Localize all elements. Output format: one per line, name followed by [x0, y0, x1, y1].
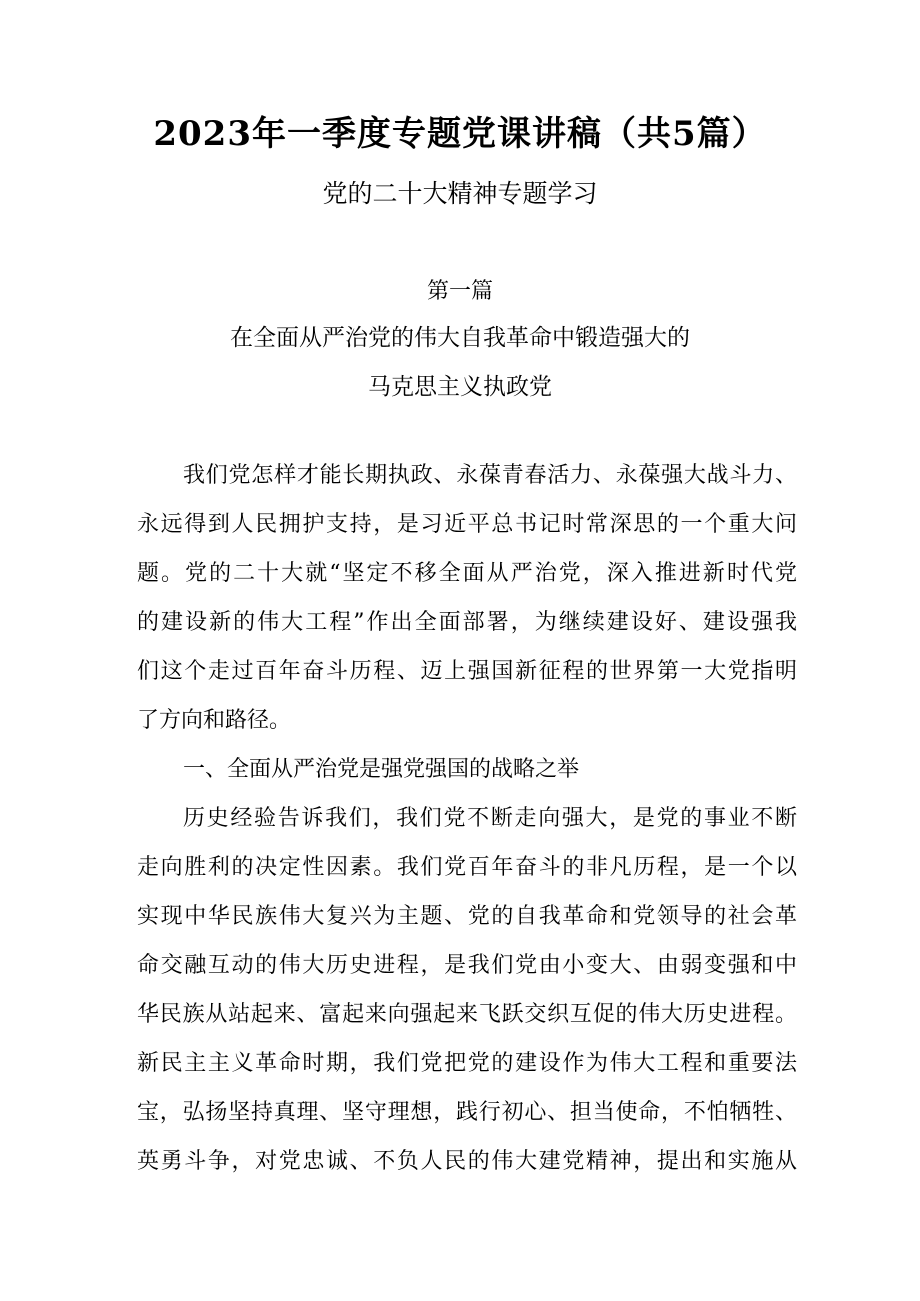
- body-text-line: 历史经验告诉我们，我们党不断走向强大，是党的事业不断: [183, 806, 797, 831]
- part-title-line: 在全面从严治党的伟大自我革命中锻造强大的: [230, 325, 690, 351]
- body-text-line: 了方向和路径。: [137, 708, 292, 733]
- body-text-line: 实现中华民族伟大复兴为主题、党的自我革命和党领导的社会革: [137, 904, 797, 929]
- body-text-line: 题。党的二十大就“坚定不移全面从严治党，深入推进新时代党: [137, 561, 797, 586]
- body-text-line: 命交融互动的伟大历史进程，是我们党由小变大、由弱变强和中: [137, 953, 797, 978]
- body-text-line: 的建设新的伟大工程”作出全面部署，为继续建设好、建设强我: [137, 610, 797, 635]
- body-text-line: 们这个走过百年奋斗历程、迈上强国新征程的世界第一大党指明: [137, 659, 797, 684]
- document-title: 2023年一季度专题党课讲稿（共5篇）: [153, 114, 767, 154]
- body-text-line: 华民族从站起来、富起来向强起来飞跃交织互促的伟大历史进程。: [137, 1002, 797, 1027]
- document-subtitle: 党的二十大精神专题学习: [322, 179, 598, 208]
- part-title-line: 马克思主义执政党: [368, 374, 552, 400]
- body-text-line: 永远得到人民拥护支持，是习近平总书记时常深思的一个重大问: [137, 512, 797, 537]
- body-text-line: 我们党怎样才能长期执政、永葆青春活力、永葆强大战斗力、: [183, 463, 797, 488]
- section-heading: 一、全面从严治党是强党强国的战略之举: [183, 757, 580, 782]
- body-text-line: 新民主主义革命时期，我们党把党的建设作为伟大工程和重要法: [137, 1051, 797, 1076]
- part-label: 第一篇: [426, 279, 493, 304]
- body-text-line: 英勇斗争，对党忠诚、不负人民的伟大建党精神，提出和实施从: [137, 1149, 797, 1174]
- body-text-line: 宝，弘扬坚持真理、坚守理想，践行初心、担当使命，不怕牺牲、: [137, 1100, 797, 1125]
- body-text-line: 走向胜利的决定性因素。我们党百年奋斗的非凡历程，是一个以: [137, 855, 797, 880]
